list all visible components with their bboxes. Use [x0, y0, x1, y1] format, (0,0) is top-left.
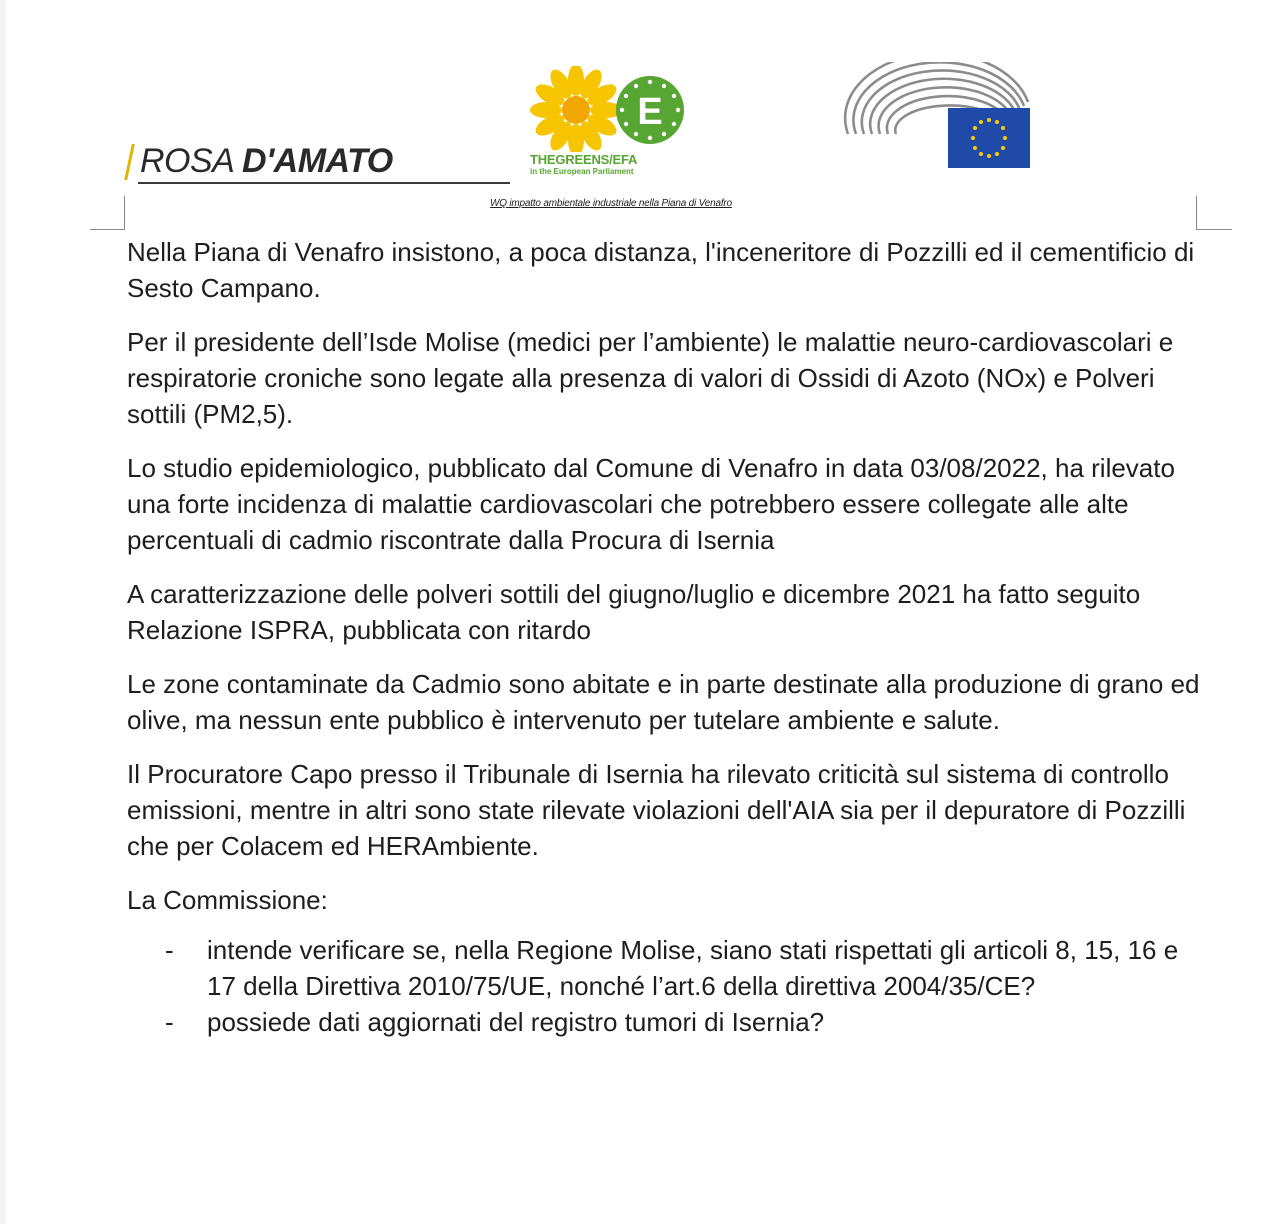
- paragraph: Per il presidente dell’Isde Molise (medici per l’ambiente) le malattie neuro-cardiovascolari e respiratorie croniche sono legate alla presenza di valori di Ossidi di Azoto (NOx) e Polveri sottili (PM2,5).: [127, 327, 1174, 429]
- parliament-hemicycle-icon: [838, 62, 1038, 174]
- margin-mark-left: [124, 196, 125, 230]
- page-edge-shadow: [0, 0, 6, 1224]
- paragraph: Le zone contaminate da Cadmio sono abitate e in parte destinate alla produzione di grano ed olive, ma nessun ente pubblico è intervenuto per tutelare ambiente e salute.: [127, 669, 1200, 735]
- logo-accent-bar: [124, 144, 135, 180]
- paragraph: A caratterizzazione delle polveri sottili del giugno/luglio e dicembre 2021 ha fatto seguito Relazione ISPRA, pubblicata con ritardo: [127, 579, 1141, 645]
- questions-list: [127, 932, 1202, 1040]
- greens-name: THEGREENS/EFA: [530, 152, 638, 167]
- greens-e-letter: E: [637, 91, 663, 133]
- document-body: [127, 234, 1202, 1040]
- sunflower-icon: [522, 66, 692, 152]
- logo-wordmark: [140, 140, 393, 182]
- author-last-name: D'AMAT: [242, 142, 367, 180]
- paragraph: Il Procuratore Capo presso il Tribunale di Isernia ha rilevato criticità sul sistema di controllo emissioni, mentre in altri sono state rilevate violazioni dell'AIA sia per il depuratore di Pozzilli che per Colacem ed HERAmbiente.: [127, 759, 1186, 861]
- author-first-name: ROSA: [140, 142, 243, 180]
- paragraph: Lo studio epidemiologico, pubblicato dal Comune di Venafro in data 03/08/2022, ha rilevato una forte incidenza di malattie cardiovascolari che potrebbero essere collegate alle alte percentuali di cadmio riscontrate dalla Procura di Isernia: [127, 453, 1175, 555]
- eu-flag: [948, 108, 1030, 168]
- commission-heading: La Commissione:: [127, 885, 328, 915]
- list-item: [127, 1004, 1202, 1040]
- list-dash: -: [165, 1007, 174, 1037]
- paragraph: Nella Piana di Venafro insistono, a poca distanza, l'inceneritore di Pozzilli ed il cementificio di Sesto Campano.: [127, 237, 1195, 303]
- greens-efa-logo: [522, 66, 692, 182]
- margin-mark-right: [1196, 196, 1197, 230]
- margin-mark-left-h: [90, 229, 125, 230]
- document-subtitle: WQ impatto ambientale industriale nella Piana di Venafro: [490, 198, 732, 209]
- list-item: [127, 932, 1202, 1004]
- margin-mark-right-h: [1196, 229, 1232, 230]
- rosa-damato-logo: [128, 140, 428, 188]
- greens-subtitle: in the European Parliament: [530, 167, 634, 176]
- question-text: possiede dati aggiornati del registro tumori di Isernia?: [207, 1007, 825, 1037]
- european-parliament-logo: [838, 62, 1038, 174]
- author-last-name-end: O: [366, 142, 393, 180]
- list-dash: -: [165, 935, 174, 965]
- logo-underline: [138, 182, 510, 184]
- question-text: intende verificare se, nella Regione Molise, siano stati rispettati gli articoli 8, 15, 16 e 17 della Direttiva 2010/75/UE, nonché l’art.6 della direttiva 2004/35/CE?: [207, 935, 1179, 1001]
